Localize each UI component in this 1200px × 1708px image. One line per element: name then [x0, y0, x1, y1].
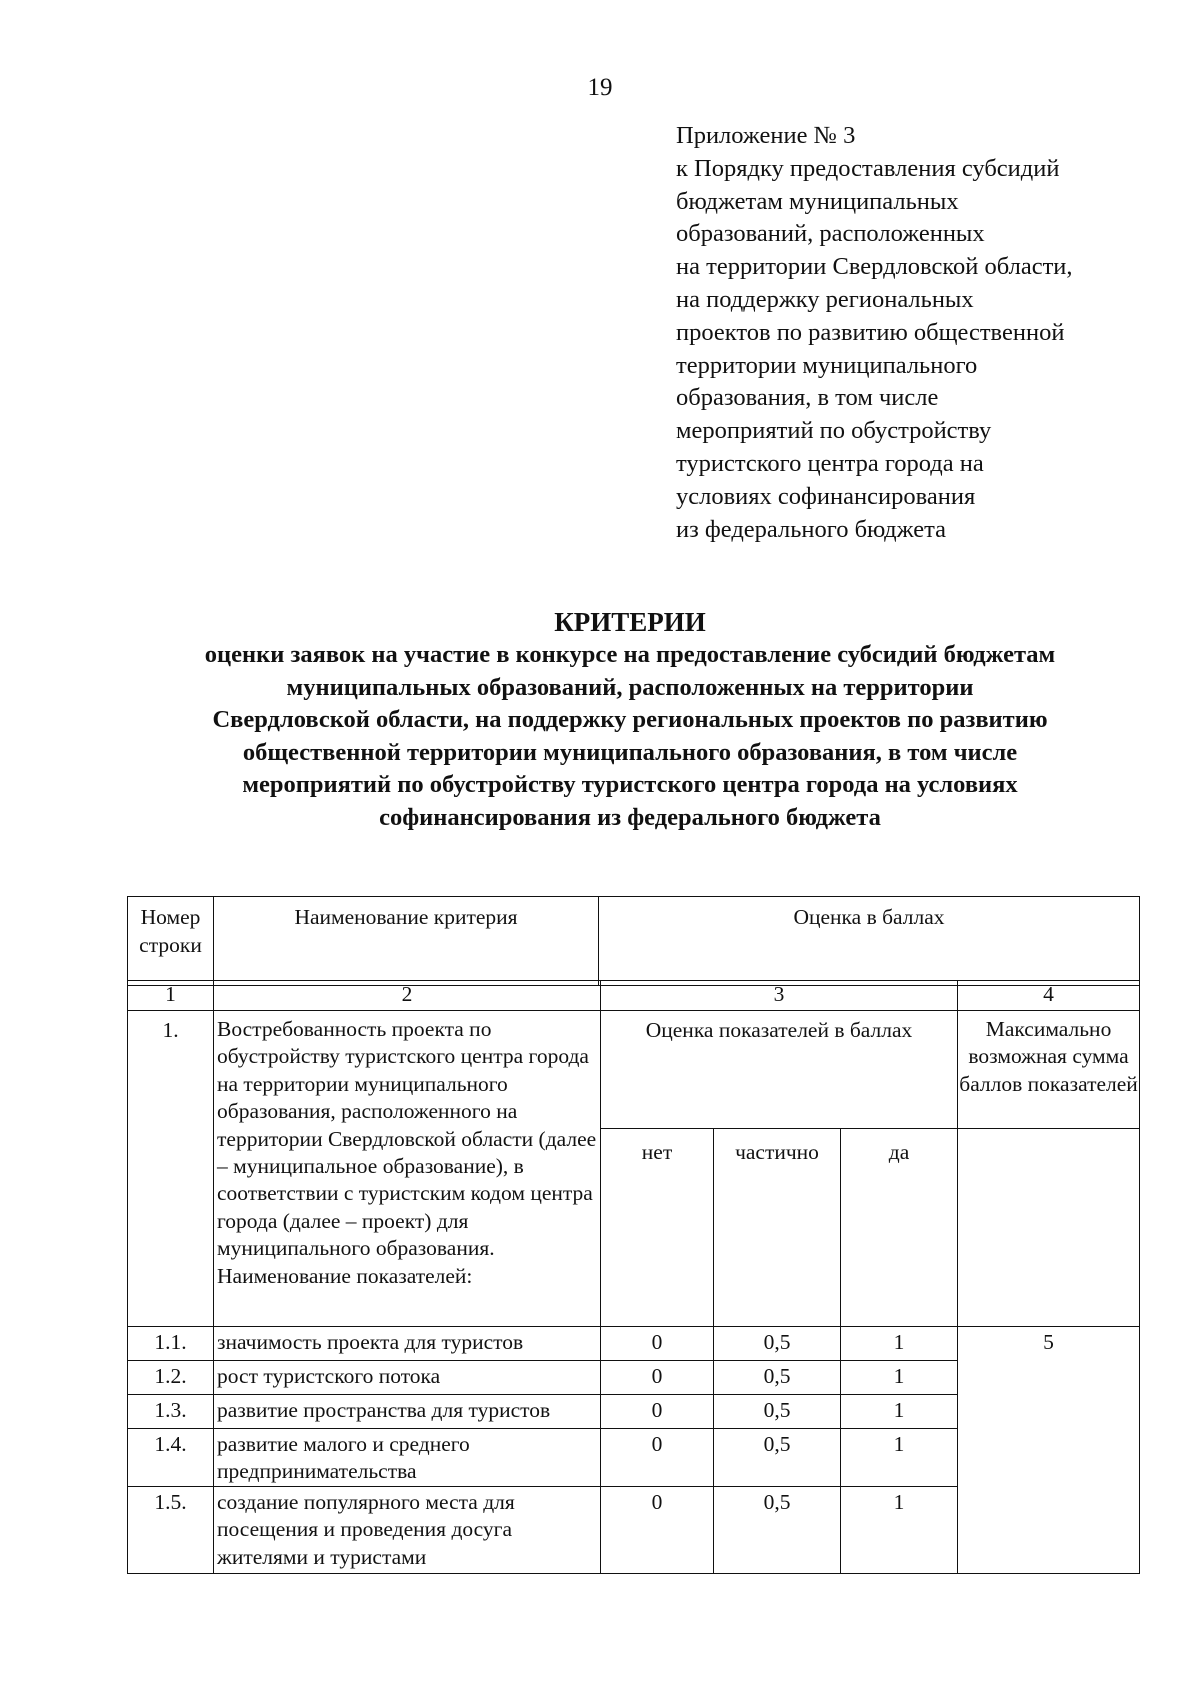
- document-title: [40, 605, 1200, 835]
- title-line: софинансирования из федерального бюджета: [379, 803, 881, 831]
- criteria-header-table: [127, 896, 1140, 986]
- appendix-line: условиях софинансирования: [676, 482, 976, 510]
- max-sum-empty: [958, 1129, 1140, 1327]
- score-partly: 0,5: [714, 1327, 841, 1361]
- indicator-name: рост туристского потока: [214, 1361, 601, 1395]
- indicator-name: создание популярного места для посещения и проведения досуга жителями и туристами: [214, 1487, 601, 1574]
- score-no: 0: [601, 1487, 714, 1574]
- appendix-line: образования, в том числе: [676, 384, 939, 412]
- header-criterion-name: Наименование критерия: [214, 897, 599, 986]
- appendix-line: бюджетам муниципальных: [676, 187, 959, 215]
- title-line: общественной территории муниципального образования, в том числе: [242, 738, 1018, 766]
- score-yes: 1: [841, 1395, 958, 1429]
- col-number-2: 2: [214, 981, 601, 1011]
- criterion-name: Востребованность проекта по обустройству туристского центра города на территории муниципального образования, расположенного на территории Свердловской области (далее – муниципальное образование), в соответствии с туристским кодом центра города (далее – проект) для муниципального образования. Наименование показателей:: [214, 1011, 601, 1327]
- title-subtitle: [40, 639, 1200, 835]
- subheader-no: нет: [601, 1129, 714, 1327]
- appendix-line: Приложение № 3: [676, 122, 856, 149]
- header-row-number: Номер строки: [128, 897, 214, 986]
- title-line: Свердловской области, на поддержку региональных проектов по развитию: [212, 706, 1048, 734]
- score-partly: 0,5: [714, 1429, 841, 1487]
- appendix-line: туристского центра города на: [676, 449, 984, 477]
- max-sum-value: 5: [958, 1327, 1140, 1574]
- score-partly: 0,5: [714, 1487, 841, 1574]
- subheader-partly: частично: [714, 1129, 841, 1327]
- indicator-number: 1.1.: [128, 1327, 214, 1361]
- indicator-name: развитие пространства для туристов: [214, 1395, 601, 1429]
- header-score: Оценка в баллах: [599, 897, 1140, 986]
- indicator-number: 1.3.: [128, 1395, 214, 1429]
- score-no: 0: [601, 1429, 714, 1487]
- indicator-number: 1.5.: [128, 1487, 214, 1574]
- score-partly: 0,5: [714, 1395, 841, 1429]
- appendix-line: территории муниципального: [676, 351, 978, 379]
- score-no: 0: [601, 1327, 714, 1361]
- col-number-4: 4: [958, 981, 1140, 1011]
- appendix-line: к Порядку предоставления субсидий: [676, 154, 1060, 182]
- indicator-name: развитие малого и среднего предпринимательства: [214, 1429, 601, 1487]
- indicator-number: 1.4.: [128, 1429, 214, 1487]
- criterion-number: 1.: [128, 1011, 214, 1327]
- score-yes: 1: [841, 1361, 958, 1395]
- appendix-block: [676, 120, 1176, 546]
- col-number-1: 1: [128, 981, 214, 1011]
- title-line: оценки заявок на участие в конкурсе на предоставление субсидий бюджетам: [204, 641, 1056, 668]
- max-sum-header: Максимально возможная сумма баллов показателей: [958, 1011, 1140, 1129]
- score-yes: 1: [841, 1487, 958, 1574]
- appendix-line: мероприятий по обустройству: [676, 417, 992, 445]
- col-number-3: 3: [601, 981, 958, 1011]
- criteria-table: [127, 980, 1140, 1574]
- score-no: 0: [601, 1395, 714, 1429]
- score-no: 0: [601, 1361, 714, 1395]
- appendix-line: проектов по развитию общественной: [676, 318, 1065, 346]
- score-yes: 1: [841, 1327, 958, 1361]
- title-main: КРИТЕРИИ: [554, 607, 706, 637]
- indicator-number: 1.2.: [128, 1361, 214, 1395]
- subheader-yes: да: [841, 1129, 958, 1327]
- indicator-name: значимость проекта для туристов: [214, 1327, 601, 1361]
- appendix-line: на территории Свердловской области,: [676, 253, 1073, 281]
- score-partly: 0,5: [714, 1361, 841, 1395]
- title-line: муниципальных образований, расположенных на территории: [286, 673, 974, 701]
- appendix-line: из федерального бюджета: [676, 515, 946, 543]
- title-line: мероприятий по обустройству туристского центра города на условиях: [242, 771, 1018, 799]
- score-yes: 1: [841, 1429, 958, 1487]
- appendix-line: образований, расположенных: [676, 220, 985, 248]
- score-header: Оценка показателей в баллах: [601, 1011, 958, 1129]
- appendix-line: на поддержку региональных: [676, 285, 974, 313]
- page-number: 19: [587, 74, 613, 101]
